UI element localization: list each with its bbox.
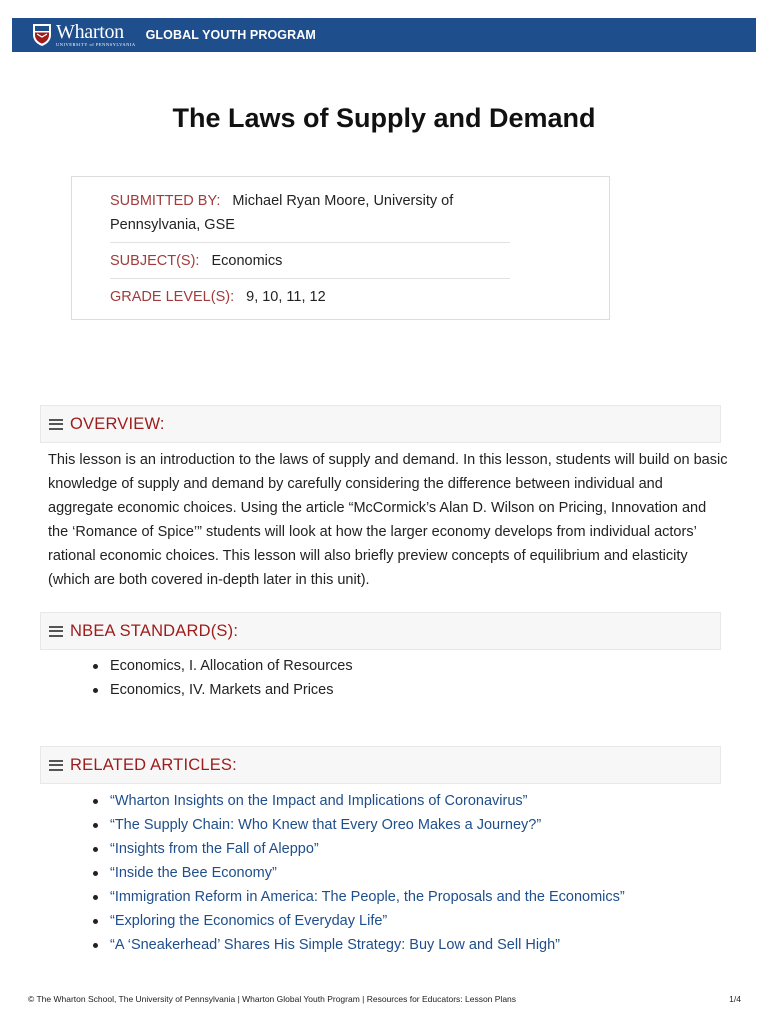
grade-label: GRADE LEVEL(S): <box>110 289 235 305</box>
logo-subtitle: UNIVERSITY of PENNSYLVANIA <box>56 42 136 48</box>
program-name: GLOBAL YOUTH PROGRAM <box>145 28 316 42</box>
submitted-by-row <box>110 189 510 237</box>
page-title: The Laws of Supply and Demand <box>172 103 596 133</box>
wharton-logo[interactable] <box>56 22 136 48</box>
page-number: 1/4 <box>729 994 741 1004</box>
article-link[interactable]: “Inside the Bee Economy” <box>110 861 625 885</box>
article-link[interactable]: “Immigration Reform in America: The People, the Proposals and the Economics” <box>110 885 625 909</box>
header-bar <box>12 18 756 52</box>
subject-row <box>110 249 510 273</box>
grade-value: 9, 10, 11, 12 <box>246 289 326 305</box>
subject-label: SUBJECT(S): <box>110 253 200 269</box>
menu-icon <box>49 419 63 430</box>
divider <box>110 242 510 243</box>
related-section-header[interactable] <box>40 746 721 784</box>
article-link[interactable]: “Wharton Insights on the Impact and Implications of Coronavirus” <box>110 789 625 813</box>
logo-word: Wharton <box>56 21 124 44</box>
related-heading: RELATED ARTICLES: <box>70 755 237 774</box>
divider <box>110 278 510 279</box>
grade-row <box>110 285 510 309</box>
overview-text: This lesson is an introduction to the laws of supply and demand. In this lesson, students will build on basic knowledge of supply and demand by carefully considering the difference between individual and aggregate economic choices. Using the article “McCormick’s Alan D. Wilson on Pricing, Innovation and the ‘Romance of Spice’” students will look at how the larger economy develops from individual actors’ rational economic choices. This lesson will also briefly preview concepts of equilibrium and elasticity (which are both covered in-depth later in this unit). <box>48 452 728 588</box>
article-link[interactable]: “The Supply Chain: Who Knew that Every Oreo Makes a Journey?” <box>110 813 625 837</box>
article-link[interactable]: “Exploring the Economics of Everyday Life” <box>110 909 625 933</box>
list-item: Economics, IV. Markets and Prices <box>110 678 353 702</box>
submitted-by-label: SUBMITTED BY: <box>110 193 221 209</box>
submitted-by-value: Michael Ryan Moore, University of Pennsylvania, GSE <box>110 193 454 233</box>
article-link[interactable]: “A ‘Sneakerhead’ Shares His Simple Strategy: Buy Low and Sell High” <box>110 933 625 957</box>
related-articles-list <box>110 789 625 957</box>
overview-section-header[interactable] <box>40 405 721 443</box>
subject-value: Economics <box>211 253 283 269</box>
standards-heading: NBEA STANDARD(S): <box>70 621 239 640</box>
footer-text: © The Wharton School, The University of Pennsylvania | Wharton Global Youth Program | Resources for Educators: Lesson Plans <box>28 994 517 1004</box>
article-link[interactable]: “Insights from the Fall of Aleppo” <box>110 837 625 861</box>
menu-icon <box>49 760 63 771</box>
page-footer <box>28 994 741 1004</box>
wharton-shield-icon <box>32 23 52 47</box>
overview-heading: OVERVIEW: <box>70 414 165 433</box>
standards-list <box>110 654 353 702</box>
lesson-meta-box <box>71 176 610 320</box>
standards-section-header[interactable] <box>40 612 721 650</box>
menu-icon <box>49 626 63 637</box>
list-item: Economics, I. Allocation of Resources <box>110 654 353 678</box>
